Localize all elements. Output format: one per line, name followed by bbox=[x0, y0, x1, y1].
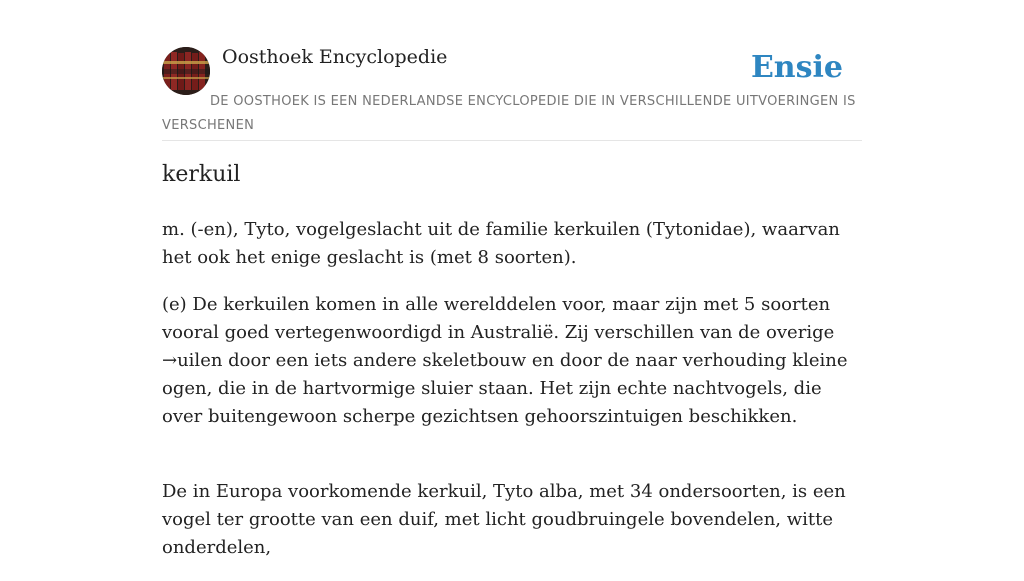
article-body bbox=[162, 216, 862, 581]
site-name[interactable]: Oosthoek Encyclopedie bbox=[222, 46, 448, 68]
site-tagline: DE OOSTHOEK IS EEN NEDERLANDSE ENCYCLOPEDIE DIE IN VERSCHILLENDE UITVOERINGEN IS VERSCHENEN bbox=[162, 94, 856, 133]
paragraph-spacer bbox=[162, 450, 862, 478]
paragraph-text: door een iets andere skeletbouw en door de naar verhouding kleine ogen, die in de hartvormige sluier staan. Het zijn echte nachtvogels, die over buitengewoon scherpe gezichtsen gehoorszintuigen beschikken. bbox=[162, 350, 848, 427]
article-title: kerkuil bbox=[162, 162, 241, 187]
encyclopedia-books-icon bbox=[162, 47, 210, 95]
avatar[interactable] bbox=[162, 47, 210, 95]
article-intro: m. (-en), Tyto, vogelgeslacht uit de familie kerkuilen (Tytonidae), waarvan het ook het enige geslacht is (met 8 soorten). bbox=[162, 219, 840, 268]
header bbox=[162, 0, 862, 141]
paragraph-text: (e) De kerkuilen komen in alle werelddelen voor, maar zijn met 5 soorten vooral goed vertegenwoordigd in Australië. Zij verschillen van de overige bbox=[162, 294, 835, 343]
page-container bbox=[162, 0, 862, 558]
article-paragraph: De in Europa voorkomende kerkuil, Tyto alba, met 34 ondersoorten, is een vogel ter grootte van een duif, met licht goudbruingele bovendelen, witte onderdelen, bbox=[162, 481, 846, 558]
brand-logo[interactable]: Ensie bbox=[750, 50, 843, 85]
article-paragraph bbox=[162, 291, 862, 431]
cross-reference-link[interactable]: →uilen bbox=[162, 350, 223, 371]
